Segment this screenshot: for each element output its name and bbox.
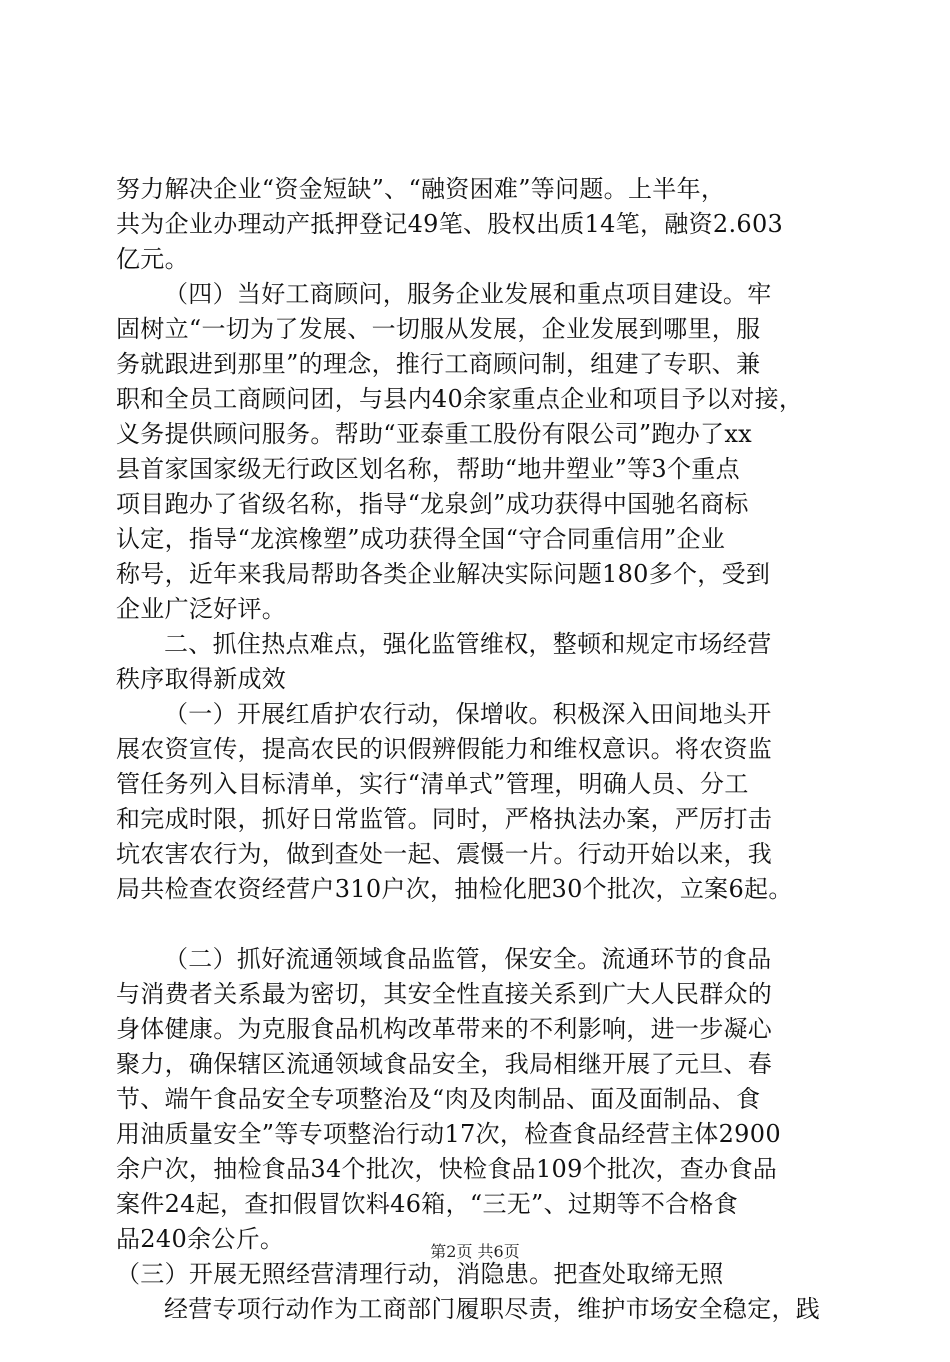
- text-line: 项目跑办了省级名称，指导“龙泉剑”成功获得中国驰名商标: [116, 490, 749, 518]
- text-line: 用油质量安全”等专项整治行动17次，检查食品经营主体2900: [116, 1120, 781, 1148]
- text-line: 义务提供顾问服务。帮助“亚泰重工股份有限公司”跑办了xx: [116, 420, 753, 448]
- text-line: 和完成时限，抓好日常监管。同时，严格执法办案，严厉打击: [116, 805, 773, 833]
- text-line: [116, 1327, 836, 1362]
- text-line: 品240余公斤。: [116, 1225, 285, 1253]
- text-line: 案件24起，查扣假冒饮料46箱，“三无”、过期等不合格食: [116, 1190, 739, 1218]
- text-line: （四）当好工商顾问，服务企业发展和重点项目建设。牢: [164, 280, 772, 308]
- text-line: 务就跟进到那里”的理念，推行工商顾问制，组建了专职、兼: [116, 350, 761, 378]
- text-line: 称号，近年来我局帮助各类企业解决实际问题180多个，受到: [116, 560, 771, 588]
- text-line: （一）开展红盾护农行动，保增收。积极深入田间地头开: [164, 700, 772, 728]
- text-line: 共为企业办理动产抵押登记49笔、股权出质14笔，融资2.603: [116, 210, 784, 238]
- text-line: 与消费者关系最为密切，其安全性直接关系到广大人民群众的: [116, 980, 773, 1008]
- text-line: 努力解决企业“资金短缺”、“融资困难”等问题。上半年，: [116, 175, 726, 203]
- text-line: 展农资宣传，提高农民的识假辨假能力和维权意识。将农资监: [116, 735, 773, 763]
- text-line: 认定，指导“龙滨橡塑”成功获得全国“守合同重信用”企业: [116, 525, 726, 553]
- text-line: 局共检查农资经营户310户次，抽检化肥30个批次，立案6起。: [116, 875, 793, 903]
- text-line: 亿元。: [116, 245, 189, 273]
- text-line: 县首家国家级无行政区划名称，帮助“地井塑业”等3个重点: [116, 455, 740, 483]
- text-line: 职和全员工商顾问团，与县内40余家重点企业和项目予以对接，: [116, 385, 804, 413]
- text-line: 节、端午食品安全专项整治及“肉及肉制品、面及面制品、食: [116, 1085, 761, 1113]
- text-line: 管任务列入目标清单，实行“清单式”管理，明确人员、分工: [116, 770, 749, 798]
- document-body: [116, 172, 836, 1362]
- section-heading: 二、抓住热点难点，强化监管维权，整顿和规定市场经营: [164, 630, 772, 658]
- text-line: 聚力，确保辖区流通领域食品安全，我局相继开展了元旦、春: [116, 1050, 773, 1078]
- text-line: 企业广泛好评。: [116, 595, 287, 623]
- text-line: （三）开展无照经营清理行动，消隐患。把查处取缔无照: [116, 1260, 724, 1288]
- page-number-footer: 第2页 共6页: [430, 1242, 520, 1261]
- text-line: 经营专项行动作为工商部门履职尽责，维护市场安全稳定，践: [164, 1295, 821, 1323]
- text-line: 固树立“一切为了发展、一切服从发展，企业发展到哪里，服: [116, 315, 761, 343]
- section-heading: 秩序取得新成效: [116, 665, 287, 693]
- text-line: 身体健康。为克服食品机构改革带来的不利影响，进一步凝心: [116, 1015, 773, 1043]
- text-line: （二）抓好流通领域食品监管，保安全。流通环节的食品: [164, 945, 772, 973]
- text-line: 余户次，抽检食品34个批次，快检食品109个批次，查办食品: [116, 1155, 778, 1183]
- paragraph-gap: [116, 907, 836, 942]
- text-line: 坑农害农行为，做到查处一起、震慑一片。行动开始以来，我: [116, 840, 773, 868]
